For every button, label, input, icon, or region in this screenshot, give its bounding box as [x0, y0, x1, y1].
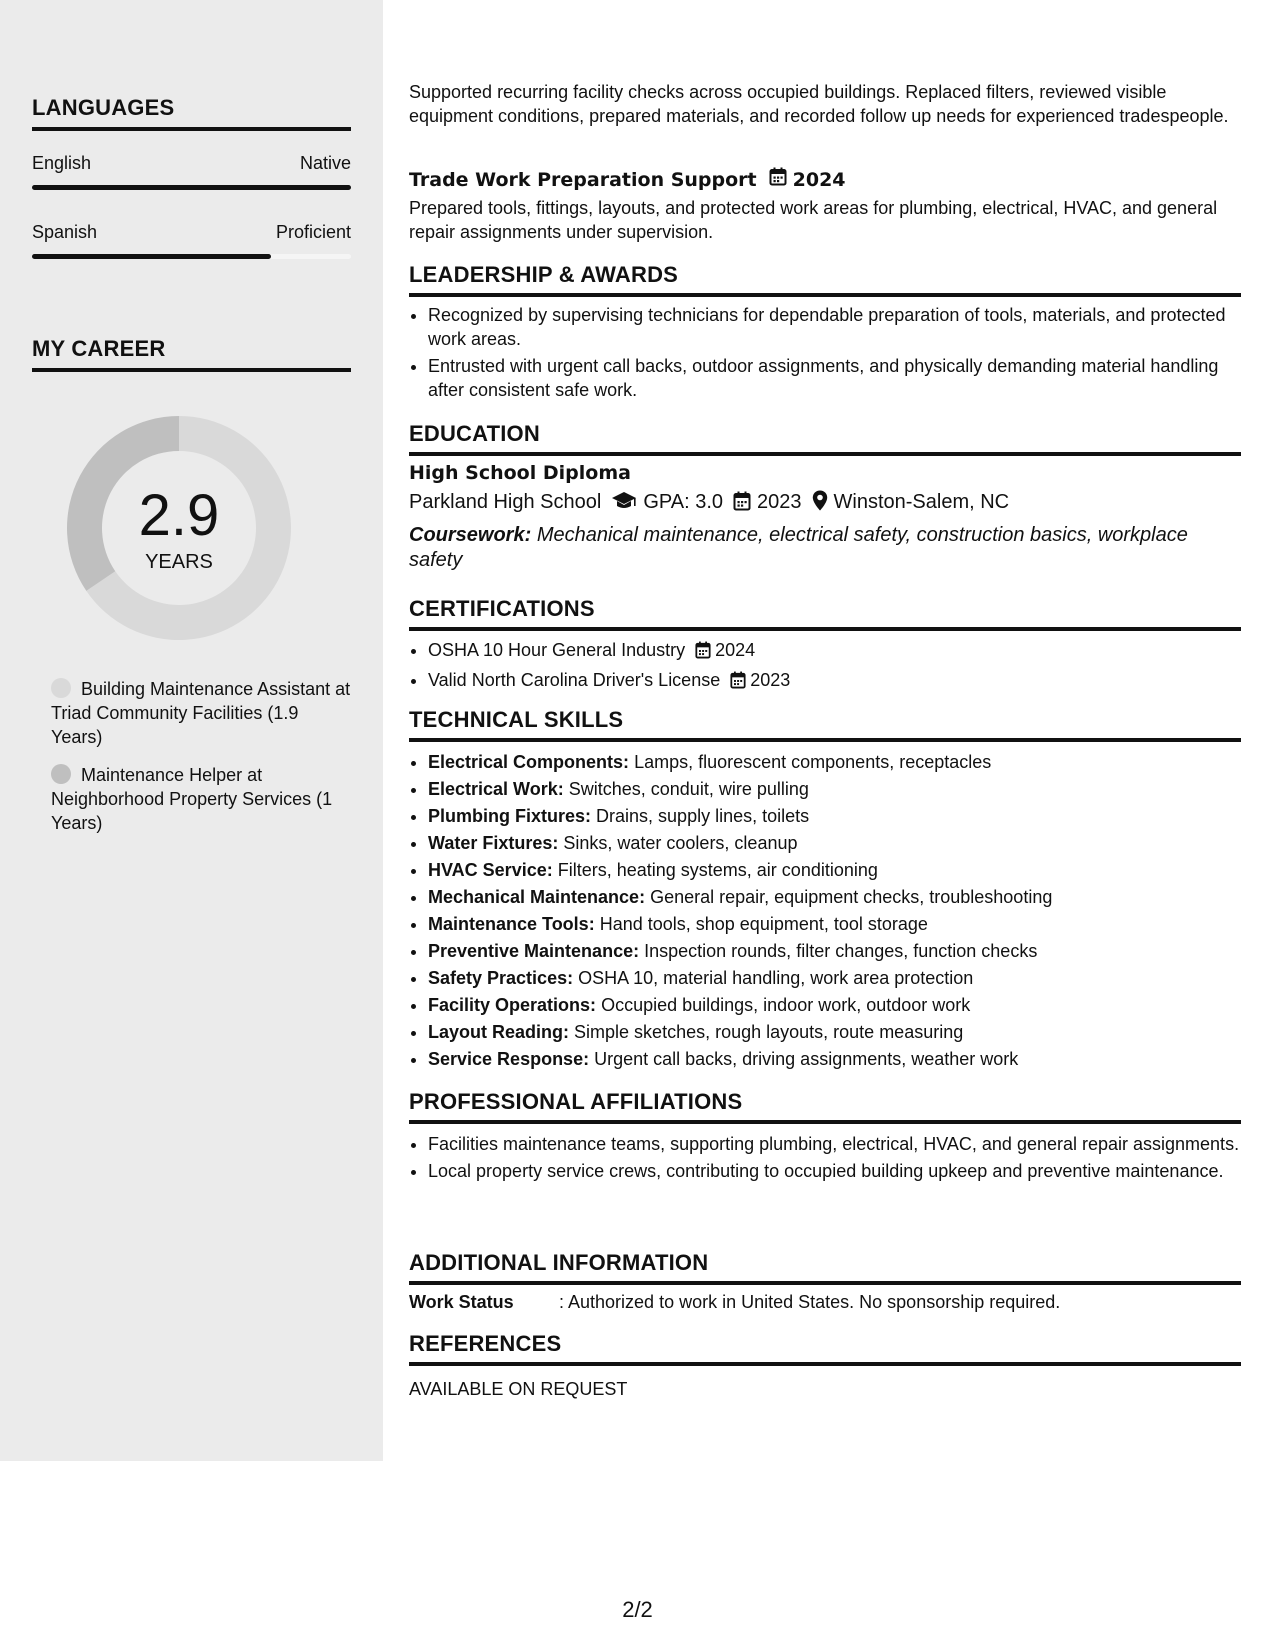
list-item — [428, 668, 1241, 695]
education-heading: EDUCATION — [409, 421, 1241, 456]
skill-label: Plumbing Fixtures: — [428, 806, 592, 826]
calendar-icon — [695, 641, 711, 665]
list-item — [428, 912, 1241, 936]
degree: High School Diploma — [409, 462, 631, 484]
coursework-text: Mechanical maintenance, electrical safety, construction basics, workplace safety — [409, 524, 1188, 571]
skill-label: Preventive Maintenance: — [428, 941, 640, 961]
list-item — [428, 831, 1241, 855]
skill-label: Electrical Components: — [428, 752, 630, 772]
career-legend-item — [51, 763, 351, 835]
skill-value: Filters, heating systems, air conditioning — [557, 860, 878, 880]
calendar-icon — [730, 671, 746, 695]
list-item — [428, 1020, 1241, 1044]
languages-heading: LANGUAGES — [32, 95, 351, 131]
career-heading: MY CAREER — [32, 336, 351, 372]
skill-value: Lamps, fluorescent components, receptacles — [634, 752, 992, 772]
coursework — [409, 523, 1241, 573]
graduation-cap-icon — [611, 491, 637, 517]
list-item — [428, 966, 1241, 990]
skill-value: Simple sketches, rough layouts, route measuring — [574, 1022, 964, 1042]
certifications-heading: CERTIFICATIONS — [409, 596, 1241, 631]
career-legend-dot — [51, 678, 71, 698]
references-heading: REFERENCES — [409, 1331, 1241, 1366]
additional-info-row — [409, 1292, 1241, 1313]
list-item — [428, 804, 1241, 828]
skill-label: Safety Practices: — [428, 968, 574, 988]
school-name: Parkland High School — [409, 491, 602, 513]
list-item: • Recognized by supervising technicians for dependable preparation of tools, materials, and protected work areas. — [428, 303, 1241, 351]
leadership-list — [409, 303, 1241, 405]
list-item — [428, 993, 1241, 1017]
skills-heading: TECHNICAL SKILLS — [409, 707, 1241, 742]
language-level: Native — [299, 153, 351, 173]
career-legend-label: Building Maintenance Assistant at Triad Community Facilities (1.9 Years) — [51, 679, 351, 747]
skill-value: Drains, supply lines, toilets — [596, 806, 810, 826]
graduation-year: 2023 — [757, 491, 802, 513]
skill-label: Maintenance Tools: — [428, 914, 595, 934]
affiliations-heading: PROFESSIONAL AFFILIATIONS — [409, 1089, 1241, 1124]
certification-name: OSHA 10 Hour General Industry — [428, 640, 686, 660]
skill-value: Hand tools, shop equipment, tool storage — [599, 914, 928, 934]
skill-value: Occupied buildings, indoor work, outdoor work — [601, 995, 971, 1015]
certification-name: Valid North Carolina Driver's License — [428, 670, 721, 690]
skill-value: Inspection rounds, filter changes, function checks — [644, 941, 1038, 961]
language-name: Spanish — [32, 222, 98, 242]
education-entry — [409, 462, 1241, 573]
skill-label: Water Fixtures: — [428, 833, 559, 853]
career-legend-item — [51, 677, 351, 749]
additional-info-heading: ADDITIONAL INFORMATION — [409, 1250, 1241, 1285]
language-name: English — [32, 153, 92, 173]
list-item: • Local property service crews, contributing to occupied building upkeep and preventive maintenance. — [428, 1159, 1241, 1183]
language-level: Proficient — [275, 222, 351, 242]
language-bar — [32, 185, 351, 190]
list-item — [428, 858, 1241, 882]
skill-value: Sinks, water coolers, cleanup — [563, 833, 798, 853]
list-item — [428, 777, 1241, 801]
education-details — [409, 490, 1241, 517]
experience-description: Supported recurring facility checks across occupied buildings. Replaced filters, reviewed visible equipment conditions, prepared materials, and recorded follow up needs for experienced tradespeople. — [409, 82, 1229, 126]
career-legend-label: Maintenance Helper at Neighborhood Property Services (1 Years) — [51, 765, 333, 833]
list-item — [428, 750, 1241, 774]
job-description: Prepared tools, fittings, layouts, and protected work areas for plumbing, electrical, HVAC, and general repair assignments under supervision. — [409, 198, 1218, 242]
skill-label: HVAC Service: — [428, 860, 553, 880]
career-total-unit: YEARS — [145, 551, 213, 573]
coursework-label: Coursework: — [409, 524, 532, 546]
skill-label: Facility Operations: — [428, 995, 597, 1015]
references-text: AVAILABLE ON REQUEST — [409, 1379, 628, 1399]
affiliations-list — [409, 1132, 1241, 1186]
job-title-line — [409, 167, 1241, 191]
experience-continuation — [409, 80, 1241, 128]
list-item — [428, 939, 1241, 963]
job-title: Trade Work Preparation Support — [409, 169, 757, 191]
career-legend-dot — [51, 764, 71, 784]
school-location: Winston-Salem, NC — [833, 491, 1010, 513]
skill-value: Switches, conduit, wire pulling — [568, 779, 809, 799]
location-pin-icon — [812, 490, 828, 517]
skills-list — [409, 750, 1241, 1074]
skill-label: Layout Reading: — [428, 1022, 570, 1042]
gpa: GPA: 3.0 — [643, 491, 724, 513]
certification-year: 2024 — [715, 640, 756, 660]
job-entry — [409, 167, 1241, 244]
page-number: 2/2 — [622, 1597, 653, 1622]
skill-value: OSHA 10, material handling, work area protection — [578, 968, 974, 988]
skill-label: Electrical Work: — [428, 779, 564, 799]
skill-value: General repair, equipment checks, troubleshooting — [650, 887, 1053, 907]
career-donut — [66, 415, 292, 641]
list-item: • Entrusted with urgent call backs, outdoor assignments, and physically demanding material handling after consistent safe work. — [428, 354, 1241, 402]
skill-label: Mechanical Maintenance: — [428, 887, 646, 907]
skill-value: Urgent call backs, driving assignments, weather work — [594, 1049, 1019, 1069]
skill-label: Service Response: — [428, 1049, 590, 1069]
sidebar — [0, 0, 383, 1461]
certification-year: 2023 — [750, 670, 791, 690]
calendar-icon — [733, 491, 751, 517]
calendar-icon — [769, 169, 787, 191]
info-label: Work Status — [409, 1292, 514, 1312]
career-total-value: 2.9 — [138, 483, 220, 548]
list-item — [428, 1047, 1241, 1071]
certifications-list — [409, 638, 1241, 698]
info-value: : Authorized to work in United States. No sponsorship required. — [559, 1292, 1061, 1312]
leadership-heading: LEADERSHIP & AWARDS — [409, 262, 1241, 297]
list-item: • Facilities maintenance teams, supporting plumbing, electrical, HVAC, and general repair assignments. — [428, 1132, 1241, 1156]
list-item — [428, 638, 1241, 665]
language-bar-fill — [32, 254, 271, 259]
language-bar — [32, 254, 351, 259]
job-year: 2024 — [792, 169, 846, 191]
language-bar-fill — [32, 185, 351, 190]
list-item — [428, 885, 1241, 909]
